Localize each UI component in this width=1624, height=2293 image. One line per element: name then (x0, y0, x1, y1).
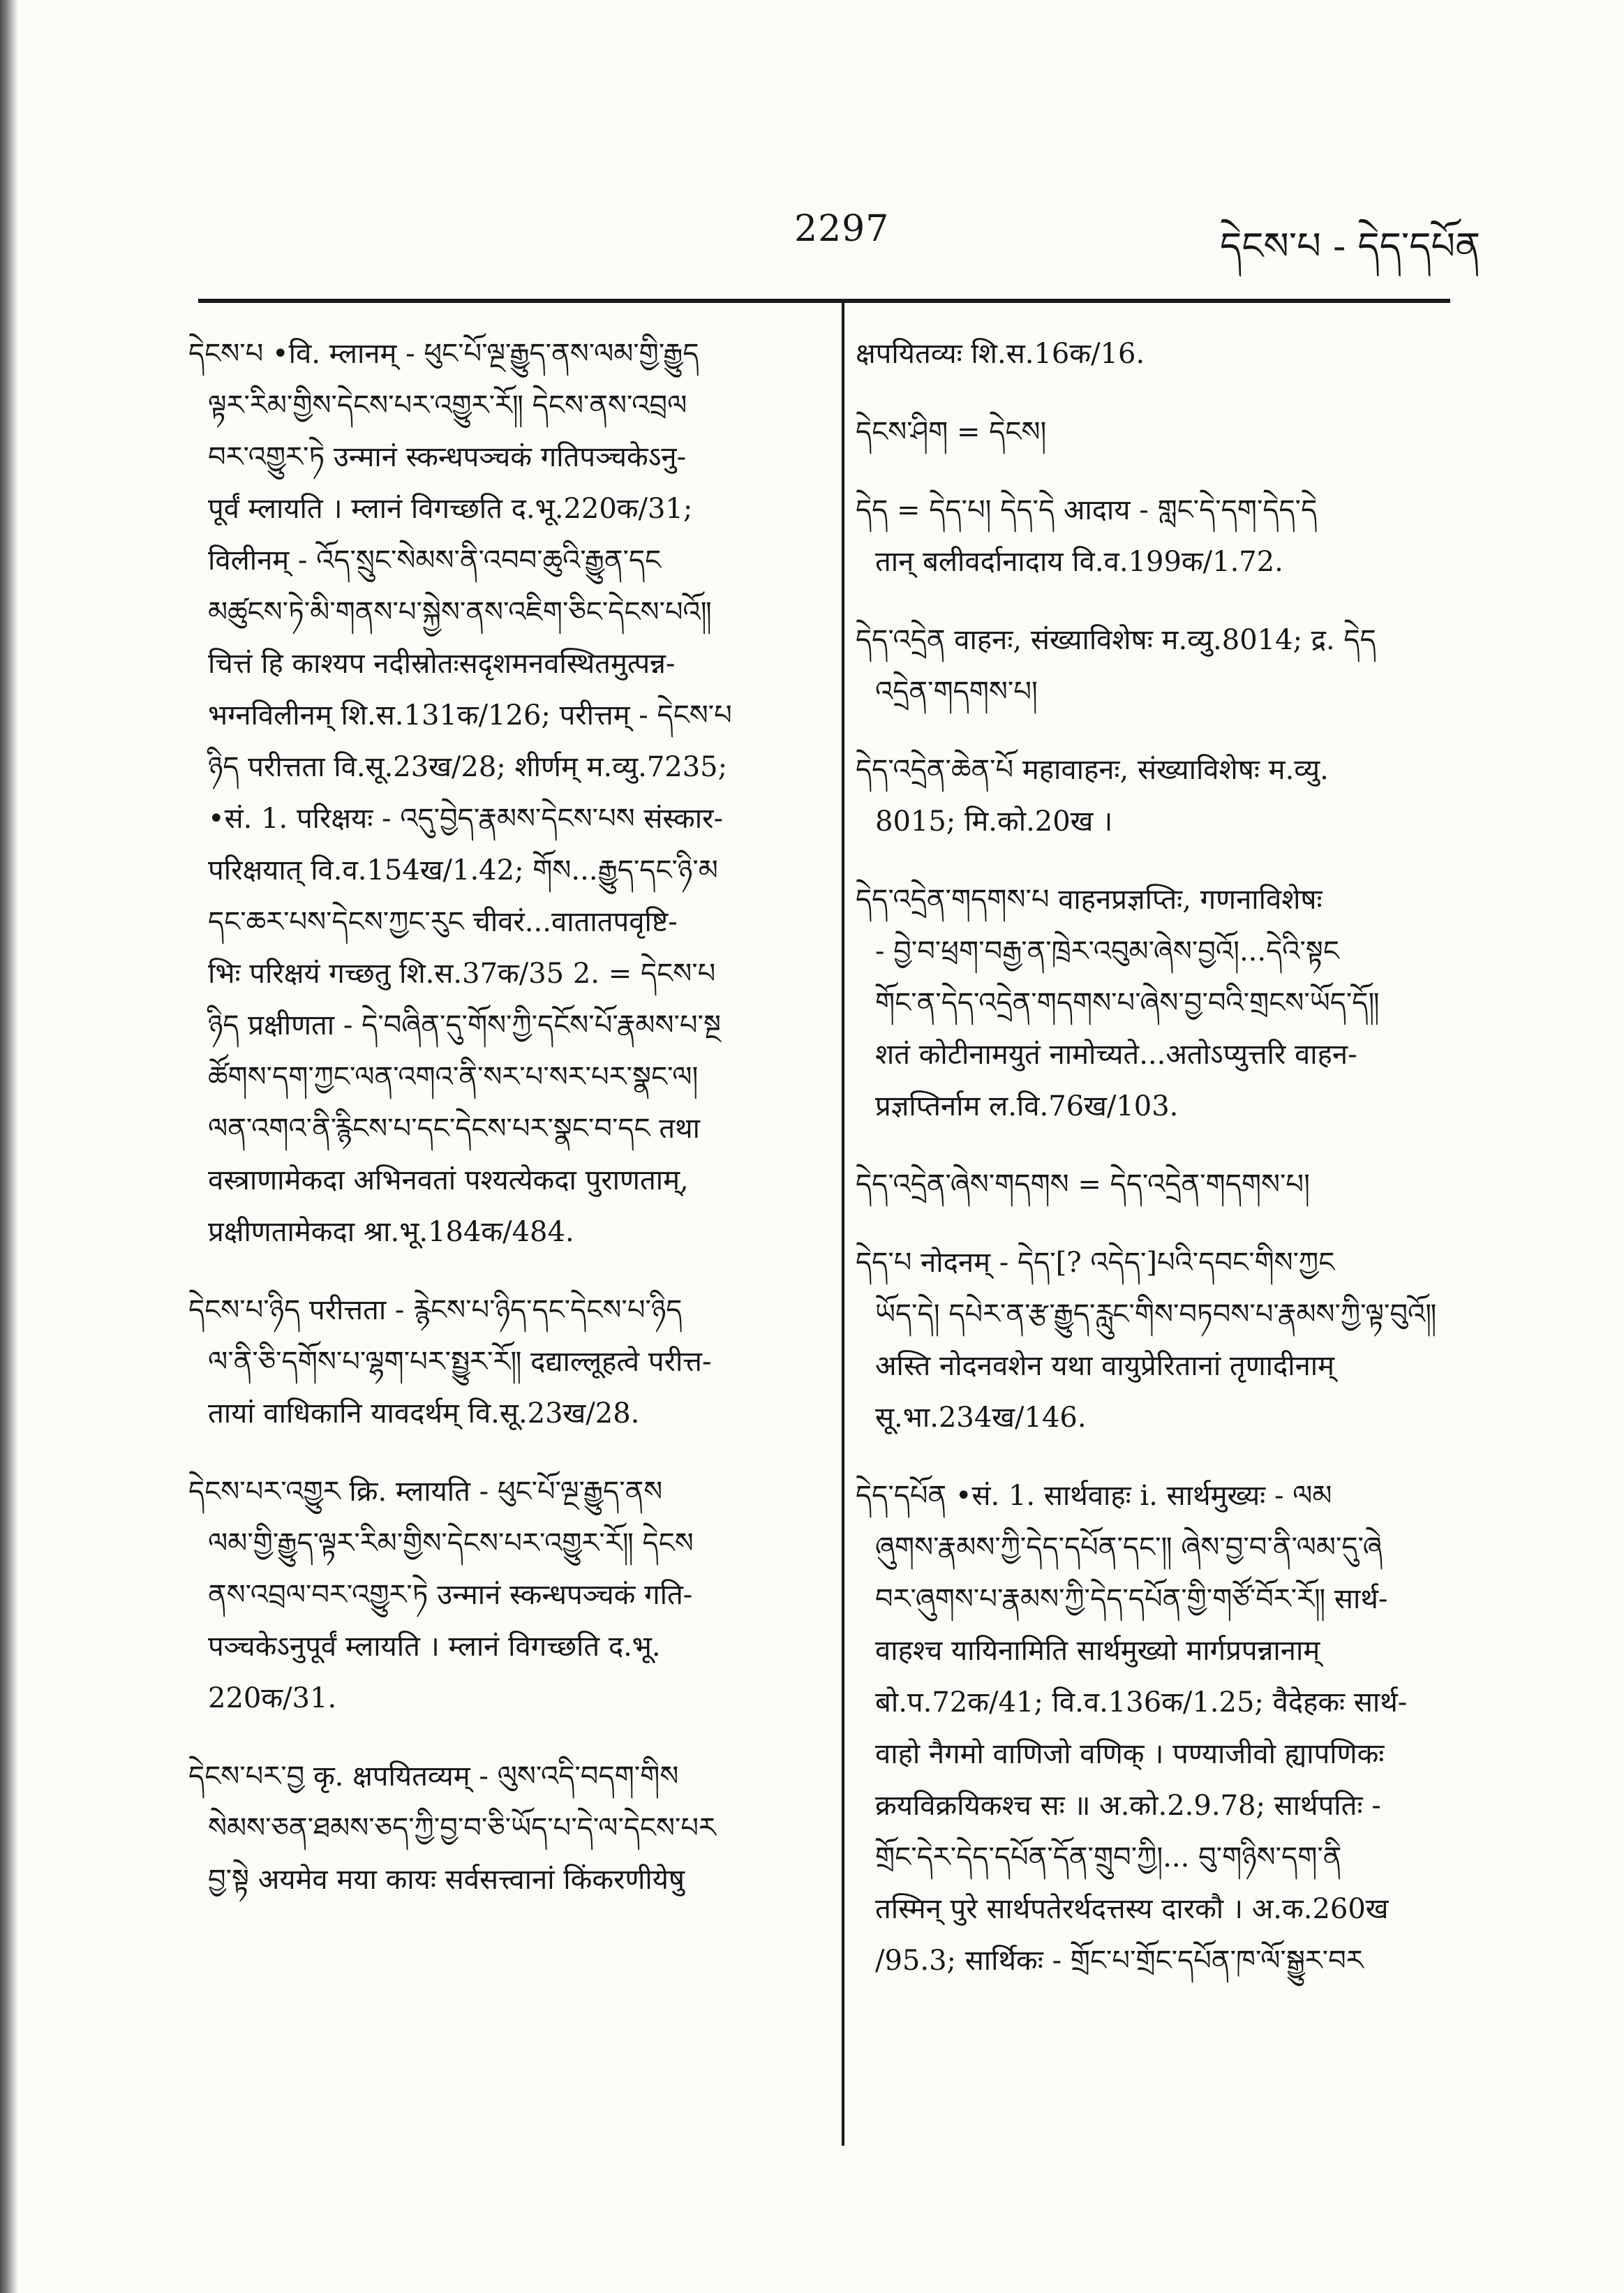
page-number: 2297 (794, 208, 890, 250)
entry-line: 8015; मि.को.20ख । (875, 806, 1113, 838)
entry-line: अस्ति नोदनवशेन यथा वायुप्रेरितानां तृणादीनाम् (875, 1350, 1335, 1382)
dictionary-entry (188, 328, 837, 1258)
entry-line: སེམས་ཅན་ཐམས་ཅད་ཀྱི་བྱ་བ་ཅི་ཡོད་པ་དེ་ལ་དེངས་པར (208, 1812, 716, 1844)
entry-line: བར་འགྱུར་ཏེ उन्मानं स्कन्धपञ्चकं गतिपञ्चकेऽनु- (208, 441, 687, 473)
entry-line: विलीनम् - འོད་སྲུང་སེམས་ནི་འབབ་ཆུའི་རྒྱུན་དང (208, 544, 662, 577)
entry-line: सू.भा.234ख/146. (875, 1402, 1087, 1434)
entry-headline: དེངས་པར་འགྱུར क्रि. म्लायति - ཕུང་པོ་ལྔ་རྒྱུད་ནས (188, 1476, 663, 1508)
entry-line: 220क/31. (208, 1682, 337, 1714)
entry-line: /95.3; सार्थिकः - གྲོང་པ་གྲོང་དཔོན་ཁ་ལོ་སྒྱུར་བར (875, 1945, 1364, 1977)
entry-headline: क्षपयितव्यः शि.स.16क/16. (856, 338, 1145, 370)
dictionary-entry (856, 874, 1461, 1132)
entry-headline: དེངས་པར་བྱ कृ. क्षपयितव्यम् - ལུས་འདི་བདག་གིས (188, 1760, 679, 1793)
entry-headline: དེངས་ཤིག = དེངས། (856, 416, 1047, 448)
left-column (188, 328, 837, 1932)
entry-line: གྲོང་དེར་དེད་དཔོན་དོན་གྲུབ་ཀྱི།... བུ་གཉིས་དག་ནི (875, 1841, 1342, 1873)
entry-headline: དེད་འདྲེན་ཆེན་པོ महावाहनः, संख्याविशेषः म.व्यु. (856, 754, 1329, 786)
entry-headline: དེད = དེད་པ། དེད་དེ आदाय - གླང་དེ་དག་དེད་དེ (856, 494, 1318, 526)
entry-line: ལམ་གྱི་རྒྱུད་ལྟར་རིམ་གྱིས་དེངས་པར་འགྱུར་རོ༎ དེངས (208, 1527, 694, 1559)
dictionary-entry (856, 744, 1461, 847)
entry-line: ལན་འགའ་ནི་རྙིངས་པ་དང་དེངས་པར་སྣང་བ་དང तथा (208, 1113, 701, 1145)
entry-line: वस्त्राणामेकदा अभिनवतां पश्यत्येकदा पुराणताम्, (208, 1164, 689, 1196)
entry-line: •सं. 1. परिक्षयः - འདུ་བྱེད་རྣམས་དེངས་པས संस्कार- (208, 803, 723, 835)
entry-headline: དེད་འདྲེན་ཞེས་གདགས = དེད་འདྲེན་གདགས་པ། (856, 1168, 1310, 1201)
entry-line: ཉིད परीत्तता वि.सू.23ख/28; शीर्णम् म.व्यु.7235; (208, 751, 728, 783)
entry-line: परिक्षयात् वि.व.154ख/1.42; གོས...རྒྱུད་དང་ཉི་མ (208, 854, 718, 886)
entry-headline: དེད་འདྲེན་གདགས་པ वाहनप्रज्ञप्तिः, गणनाविशेषः (856, 884, 1323, 916)
entry-line: ཡོད་དེ། དཔེར་ན་རྩ་རྒྱུད་རླུང་གིས་བཏབས་པ་རྣམས་ཀྱི་ལྟ་བུའོ༎ (875, 1298, 1437, 1330)
entry-line: पूर्वं म्लायति । म्लानं विगच्छति द.भू.220क/31; (208, 493, 693, 525)
entry-line: पञ्चकेऽनुपूर्वं म्लायति । म्लानं विगच्छति द.भू. (208, 1631, 661, 1663)
entry-line: प्रक्षीणतामेकदा श्रा.भू.184क/484. (208, 1216, 574, 1248)
entry-line: ཉིད प्रक्षीणता - དེ་བཞིན་དུ་གོས་ཀྱི་དངོས་པོ་རྣམས་པ་སྔ (208, 1009, 721, 1041)
dictionary-entry (856, 1237, 1461, 1444)
entry-line: བར་ཞུགས་པ་རྣམས་ཀྱི་དེད་དཔོན་གྱི་གཙོ་བོར་རོ༎ सार्थ- (875, 1583, 1388, 1615)
entry-line: ཚོགས་དག་ཀྱང་ལན་འགའ་ནི་སར་པ་སར་པར་སྣང་ལ། (208, 1061, 699, 1093)
entry-line: བྱ་སྟེ अयमेव मया कायः सर्वसत्त्वानां किंकरणीयेषु (208, 1864, 685, 1896)
entry-line: वाहश्च यायिनामिति सार्थमुख्यो मार्गप्रपन्नानाम् (875, 1635, 1320, 1667)
entry-line: तस्मिन् पुरे सार्थपतेरर्थदत्तस्य दारकौ । अ.क.260ख (875, 1893, 1389, 1925)
entry-headline: དེད་འདྲེན वाहनः, संख्याविशेषः म.व्यु.8014; द्र. དེད (856, 624, 1376, 656)
entry-line: तायां वाधिकानि यावदर्थम् वि.सू.23ख/28. (208, 1397, 640, 1430)
entry-headline: དེངས་པ •वि. म्लानम् - ཕུང་པོ་ལྔ་རྒྱུད་ནས་ལམ་གྱི་རྒྱུད (188, 338, 699, 370)
right-column (856, 328, 1461, 2013)
entry-line: भग्नविलीनम् शि.स.131क/126; परीत्तम् - དེངས་པ (208, 699, 732, 732)
entry-line: ལ་ནི་ཅི་དགོས་པ་ལྷག་པར་སྤྱུར་རོ༎ दद्याल्लूहत्वे परीत्त- (208, 1346, 712, 1378)
entry-line: बो.प.72क/41; वि.व.136क/1.25; वैदेहकः सार्थ- (875, 1686, 1408, 1719)
dictionary-entry (856, 484, 1461, 588)
header-rule (198, 299, 1450, 303)
entry-line: शतं कोटीनामयुतं नामोच्यते...अतोऽप्युत्तरि वाहन- (875, 1039, 1357, 1071)
entry-line: ནས་འབྲལ་བར་འགྱུར་ཏེ उन्मानं स्कन्धपञ्चकं गति- (208, 1579, 693, 1611)
dictionary-entry (856, 328, 1461, 380)
entry-line: वाहो नैगमो वाणिजो वणिक् । पण्याजीवो ह्यापणिकः (875, 1738, 1385, 1770)
dictionary-entry (856, 406, 1461, 458)
entry-line: तान् बलीवर्दानादाय वि.व.199क/1.72. (875, 546, 1283, 578)
entry-line: चित्तं हि काश्यप नदीस्रोतःसदृशमनवस्थितमुत्पन्न- (208, 648, 676, 680)
entry-headline: དེད་པ नोदनम् - དེད་[? འདེད་]པའི་དབང་གིས་ཀྱང (856, 1247, 1335, 1279)
dictionary-entry (856, 614, 1461, 718)
entry-line: क्रयविक्रयिकश्च सः ॥ अ.को.2.9.78; सार्थपतिः - (875, 1790, 1381, 1822)
column-divider (842, 303, 844, 2146)
entry-line: ཞུགས་རྣམས་ཀྱི་དེད་དཔོན་དང་༎ ཞེས་བྱ་བ་ནི་ལམ་དུ་ཞེ (875, 1531, 1383, 1564)
dictionary-entry (856, 1470, 1461, 1987)
binding-shadow (0, 0, 18, 2293)
entry-line: प्रज्ञप्तिर्नाम ल.वि.76ख/103. (875, 1090, 1179, 1122)
entry-line: འདྲེན་གདགས་པ། (875, 676, 1038, 708)
entry-line: དང་ཆར་པས་དེངས་ཀྱང་རུང चीवरं...वातातपवृष्टि- (208, 906, 678, 938)
entry-line: भिः परिक्षयं गच्छतु शि.स.37क/35 2. = དེངས་པ (208, 958, 716, 990)
dictionary-entry (188, 1466, 837, 1724)
entry-line: ལྟར་རིམ་གྱིས་དེངས་པར་འགྱུར་རོ༎ དེངས་ནས་འབྲལ (208, 389, 687, 422)
entry-headline: དེད་དཔོན •सं. 1. सार्थवाहः i. सार्थमुख्यः - ལམ (856, 1480, 1332, 1512)
dictionary-entry (188, 1284, 837, 1439)
entry-line: མཚུངས་ཏེ་མི་གནས་པ་སྐྱེས་ནས་འཇིག་ཅིང་དེངས་པའོ༎ (208, 596, 712, 628)
entry-line: - བྱེ་བ་ཕྲག་བརྒྱ་ན་ཁྲེར་འབུམ་ཞེས་བྱའོ།...དེའི་སྟང (875, 935, 1339, 967)
dictionary-entry (188, 1751, 837, 1906)
running-title: དེངས་པ - དེད་དཔོན (1220, 224, 1481, 268)
entry-line: གོང་ན་དེད་འདྲེན་གདགས་པ་ཞེས་བྱ་བའི་གྲངས་ཡོད་དོ༎ (875, 987, 1380, 1019)
entry-headline: དེངས་པ་ཉིད परीत्तता - རྙེངས་པ་ཉིད་དང་དེངས་པ་ཉིད (188, 1294, 683, 1326)
dictionary-entry (856, 1159, 1461, 1210)
